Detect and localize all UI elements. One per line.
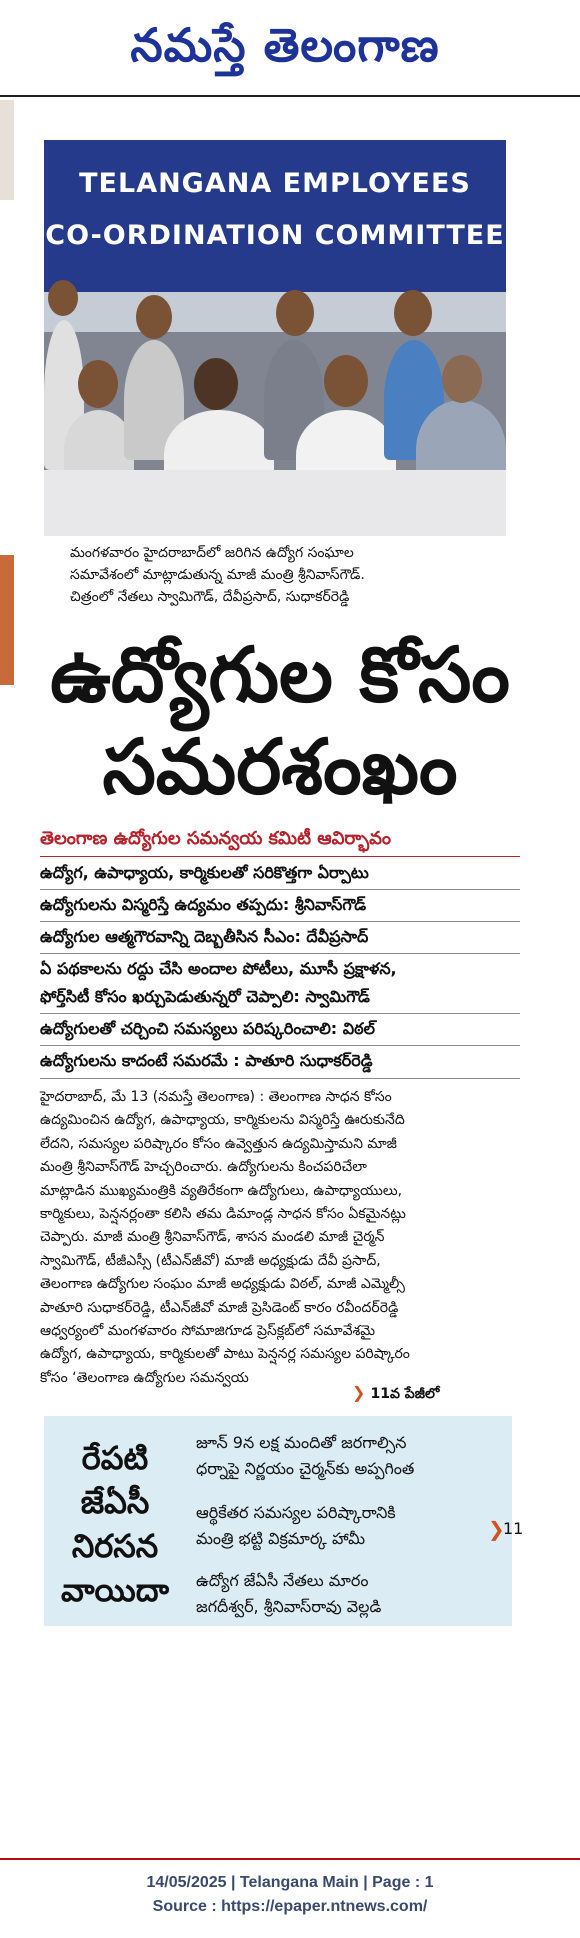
masthead (0, 0, 580, 100)
body-line: మంత్రి శ్రీనివాస్‌గౌడ్ హెచ్చరించారు. ఉద్యోగులను కించపరిచేలా (40, 1159, 367, 1176)
point-divider (40, 1045, 520, 1046)
box-title-line: రేపటి (81, 1439, 149, 1477)
person-head (194, 358, 238, 410)
chevron-right-icon[interactable]: ❯ (488, 1517, 505, 1541)
point-line: ఏ పథకాలను రద్దు చేసి అందాల పోటీలు, మూసీ ప్రక్షాళన, (40, 959, 397, 978)
chevron-right-icon: ❯ (352, 1383, 366, 1402)
body-line: కోసం ‘తెలంగాణ ఉద్యోగుల సమన్వయ (40, 1369, 249, 1386)
point-line: ఉద్యోగుల ఆత్మగౌరవాన్ని దెబ్బతీసిన సీఎం: దేవీప్రసాద్ (40, 927, 369, 946)
person-head (78, 360, 118, 408)
body-line: పాతూరి సుధాకర్‌రెడ్డి, టీఎన్‌జీవో మాజీ ప్రెసిడెంట్ కారం రవీందర్‌రెడ్డి (40, 1299, 399, 1316)
jac-protest-box (44, 1416, 524, 1626)
point-line: ఉద్యోగులతో చర్చించి సమస్యలు పరిష్కరించాలి: విఠల్ (40, 1019, 375, 1038)
body-line: తెలంగాణ ఉద్యోగుల సంఘం మాజీ అధ్యక్షుడు విఠల్, మాజీ ఎమ్మెల్సీ (40, 1276, 405, 1293)
masthead-title: నమస్తే తెలంగాణ (130, 18, 440, 72)
footer-source: Source : https://epaper.ntnews.com/ (152, 1898, 428, 1915)
point-line: ఉద్యోగులను విస్మరిస్తే ఉద్యమం తప్పదు: శ్రీనివాస్‌గౌడ్ (40, 895, 367, 914)
box-title-line: జేఏసీ (80, 1483, 150, 1521)
body-line: స్వామిగౌడ్, టీజీఎస్సీ (టీఎన్‌జీవో) మాజీ అధ్యక్షుడు దేవీ ప్రసాద్, (40, 1252, 381, 1269)
box-page-ref[interactable]: 11 (503, 1519, 524, 1538)
body-line: హైదరాబాద్, మే 13 (నమస్తే తెలంగాణ) : తెలంగాణ సాధన కోసం (40, 1089, 392, 1105)
left-edge-strip (0, 100, 14, 200)
point-divider (40, 953, 520, 954)
continued-on-page[interactable] (352, 1383, 512, 1403)
point-line: ఉద్యోగులను కాదంటే సమరమే : పాతూరి సుధాకర్‌రెడ్డి (40, 1051, 373, 1070)
box-text-line: జూన్ 9న లక్ష మందితో జరగాల్సిన (196, 1433, 407, 1452)
headline-line-2: సమరశంఖం (102, 722, 458, 811)
box-text-line: మంత్రి భట్టి విక్రమార్క హామీ (196, 1529, 366, 1548)
point-divider (40, 889, 520, 890)
person-head (394, 290, 432, 336)
point-divider (40, 1078, 520, 1079)
body-line: ఆధ్వర్యంలో మంగళవారం సోమాజిగూడ ప్రెస్‌క్లబ్‌లో సమావేశమై (40, 1323, 376, 1339)
continued-page-label: 11వ పేజీలో (370, 1386, 440, 1402)
person-head (442, 355, 482, 403)
deck-subheading: తెలంగాణ ఉద్యోగుల సమన్వయ కమిటీ ఆవిర్భావం (40, 828, 392, 849)
person-head (136, 295, 172, 339)
box-text-line: ధర్నాపై నిర్ణయం చైర్మన్‌కు అప్పగింత (196, 1459, 415, 1478)
photo-caption-line: చిత్రంలో నేతలు స్వామిగౌడ్, దేవీప్రసాద్, సుధాకర్‌రెడ్డి (70, 589, 350, 605)
deck-divider (40, 856, 520, 857)
body-line: ఉద్యోగ, ఉపాధ్యాయ, కార్మికులతో పాటు పెన్షనర్ల సమస్యల పరిష్కారం (40, 1346, 410, 1363)
headline-line-1: ఉద్యోగుల కోసం (50, 630, 510, 719)
box-title-line: వాయిదా (61, 1571, 169, 1609)
event-photo (44, 140, 506, 536)
person-head (276, 290, 314, 336)
body-line: కార్మికులు, పెన్షనర్లంతా కలిసి తమ డిమాండ్ల సాధన కోసం ఏకమైనట్లు (40, 1206, 406, 1222)
photo-caption-line: మంగళవారం హైదరాబాద్‌లో జరిగిన ఉద్యోగ సంఘాల (70, 545, 354, 561)
box-text-line: ఉద్యోగ జేఏసీ నేతలు మారం (196, 1571, 369, 1590)
point-divider (40, 1013, 520, 1014)
photo-banner (44, 140, 506, 292)
box-title-line: నిరసన (71, 1527, 159, 1565)
photo-table (44, 470, 506, 536)
person-head (324, 355, 368, 407)
photo-backdrop (44, 292, 506, 332)
body-line: మాట్లాడిన ముఖ్యమంత్రికి వ్యతిరేకంగా ఉద్యోగులు, ఉపాధ్యాయులు, (40, 1182, 403, 1199)
banner-line-1: TELANGANA EMPLOYEES (79, 168, 471, 199)
banner-line-2: CO-ORDINATION COMMITTEE (45, 220, 505, 251)
left-edge-strip-photo (0, 555, 14, 685)
masthead-rule (0, 95, 580, 97)
point-line: ఉద్యోగ, ఉపాధ్యాయ, కార్మికులతో సరికొత్తగా ఏర్పాటు (40, 863, 369, 882)
person-head (48, 280, 78, 316)
footer-edition: 14/05/2025 | Telangana Main | Page : 1 (146, 1874, 434, 1891)
point-line: ఫోర్త్‌సిటీ కోసం ఖర్చుపెడుతున్నరో చెప్పాలి: స్వామిగౌడ్ (40, 987, 370, 1006)
body-line: చెప్పారు. మాజీ మంత్రి శ్రీనివాస్‌గౌడ్, శాసన మండలి మాజీ చైర్మన్ (40, 1229, 385, 1246)
photo-caption-line: సమావేశంలో మాట్లాడుతున్న మాజీ మంత్రి శ్రీనివాస్‌గౌడ్. (70, 567, 365, 583)
body-line: లేదని, సమస్యల పరిష్కారం కోసం ఉవ్వెత్తున ఉద్యమిస్తామని మాజీ (40, 1135, 397, 1152)
body-line: ఉద్యమించిన ఉద్యోగ, ఉపాధ్యాయ, కార్మికులను విస్మరిస్తే ఊరుకునేది (40, 1112, 405, 1129)
box-text-line: జగదీశ్వర్, శ్రీనివాస్‌రావు వెల్లడి (196, 1597, 382, 1616)
point-divider (40, 921, 520, 922)
box-text-line: ఆర్థికేతర సమస్యల పరిష్కారానికి (196, 1503, 396, 1522)
bottom-rule (0, 1858, 580, 1860)
